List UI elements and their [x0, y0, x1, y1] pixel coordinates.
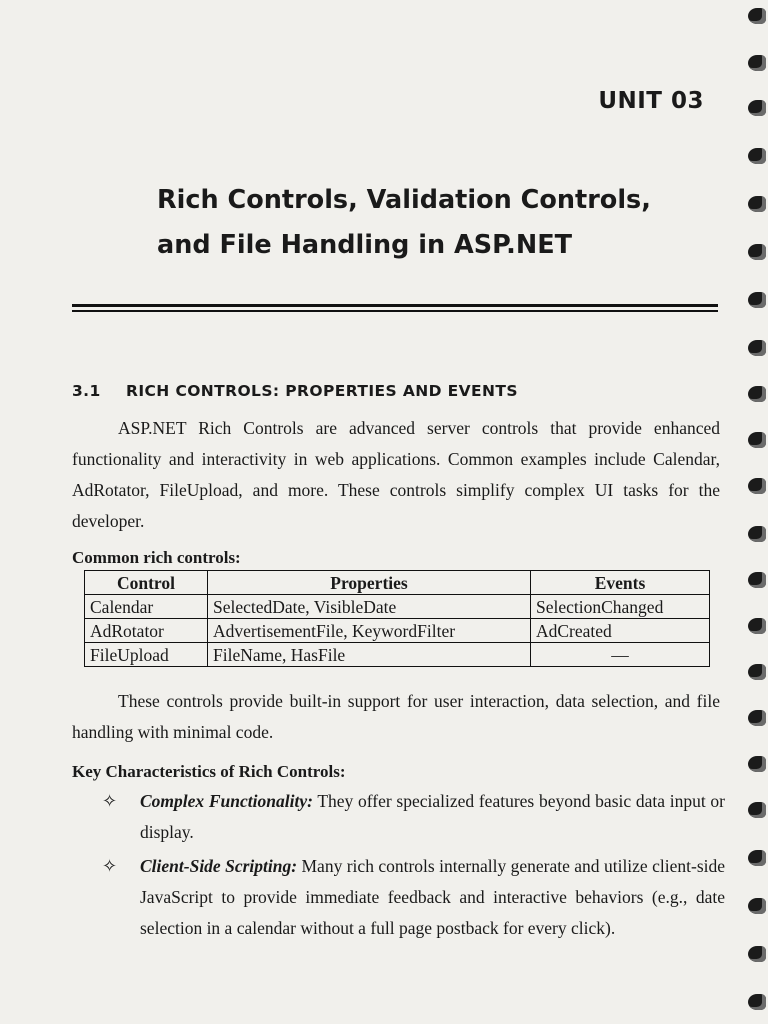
- title-rule-thin: [72, 310, 718, 312]
- header-cell: Properties: [208, 571, 531, 595]
- section-number: 3.1: [72, 382, 101, 400]
- bullet-text: They offer specialized features beyond basic data input or display.: [140, 791, 725, 842]
- binding-ring-icon: [748, 618, 766, 634]
- bullet-term: Complex Functionality:: [140, 791, 313, 811]
- binding-ring-icon: [748, 664, 766, 680]
- binding-ring-icon: [748, 244, 766, 260]
- header-cell: Events: [531, 571, 710, 595]
- unit-label: UNIT 03: [598, 88, 704, 114]
- table-row: [85, 619, 710, 643]
- table-cell: SelectedDate, VisibleDate: [208, 595, 531, 619]
- chapter-title-line-2: and File Handling in ASP.NET: [157, 230, 573, 260]
- table-cell: Calendar: [85, 595, 208, 619]
- chapter-title-line-1: Rich Controls, Validation Controls,: [157, 185, 651, 215]
- binding-ring-icon: [748, 8, 766, 24]
- key-characteristics-heading: Key Characteristics of Rich Controls:: [72, 762, 346, 781]
- list-item: [100, 851, 725, 944]
- section-heading: [72, 382, 518, 400]
- spiral-binding: [742, 0, 768, 1024]
- intro-paragraph: ASP.NET Rich Controls are advanced server controls that provide enhanced functionality and interactivity in web applications. Common examples include Calendar, AdRotator, FileUpload, and more. These controls simplify complex UI tasks for the developer.: [72, 418, 720, 531]
- binding-ring-icon: [748, 196, 766, 212]
- bullet-term: Client-Side Scripting:: [140, 856, 298, 876]
- table-row: [85, 643, 710, 667]
- binding-ring-icon: [748, 756, 766, 772]
- binding-ring-icon: [748, 946, 766, 962]
- bullet-text: Many rich controls internally generate and utilize client-side JavaScript to provide immediate feedback and interactive behaviors (e.g., date selection in a calendar without a full page postback for every click).: [140, 856, 726, 938]
- binding-ring-icon: [748, 572, 766, 588]
- binding-ring-icon: [748, 432, 766, 448]
- chapter-title: [157, 178, 717, 268]
- binding-ring-icon: [748, 526, 766, 542]
- table-cell: AdCreated: [531, 619, 710, 643]
- binding-ring-icon: [748, 292, 766, 308]
- binding-ring-icon: [748, 898, 766, 914]
- diamond-bullet-icon: ✧: [102, 856, 118, 876]
- rich-controls-table: [84, 570, 710, 667]
- diamond-bullet-icon: ✧: [102, 791, 118, 811]
- binding-ring-icon: [748, 994, 766, 1010]
- table-header-row: [85, 571, 710, 595]
- binding-ring-icon: [748, 148, 766, 164]
- table-cell: —: [531, 643, 710, 667]
- table-cell: FileName, HasFile: [208, 643, 531, 667]
- binding-ring-icon: [748, 478, 766, 494]
- binding-ring-icon: [748, 100, 766, 116]
- after-table-paragraph: These controls provide built-in support for user interaction, data selection, and file handling with minimal code.: [72, 691, 720, 742]
- header-cell: Control: [85, 571, 208, 595]
- table-row: [85, 595, 710, 619]
- table-cell: AdRotator: [85, 619, 208, 643]
- binding-ring-icon: [748, 710, 766, 726]
- table-cell: SelectionChanged: [531, 595, 710, 619]
- section-title: RICH CONTROLS: PROPERTIES AND EVENTS: [126, 382, 518, 400]
- binding-ring-icon: [748, 802, 766, 818]
- table-caption: Common rich controls:: [72, 548, 241, 567]
- binding-ring-icon: [748, 386, 766, 402]
- characteristics-list: [100, 786, 725, 947]
- table-cell: AdvertisementFile, KeywordFilter: [208, 619, 531, 643]
- binding-ring-icon: [748, 55, 766, 71]
- table-cell: FileUpload: [85, 643, 208, 667]
- title-rule-thick: [72, 304, 718, 307]
- binding-ring-icon: [748, 850, 766, 866]
- list-item: [100, 786, 725, 848]
- binding-ring-icon: [748, 340, 766, 356]
